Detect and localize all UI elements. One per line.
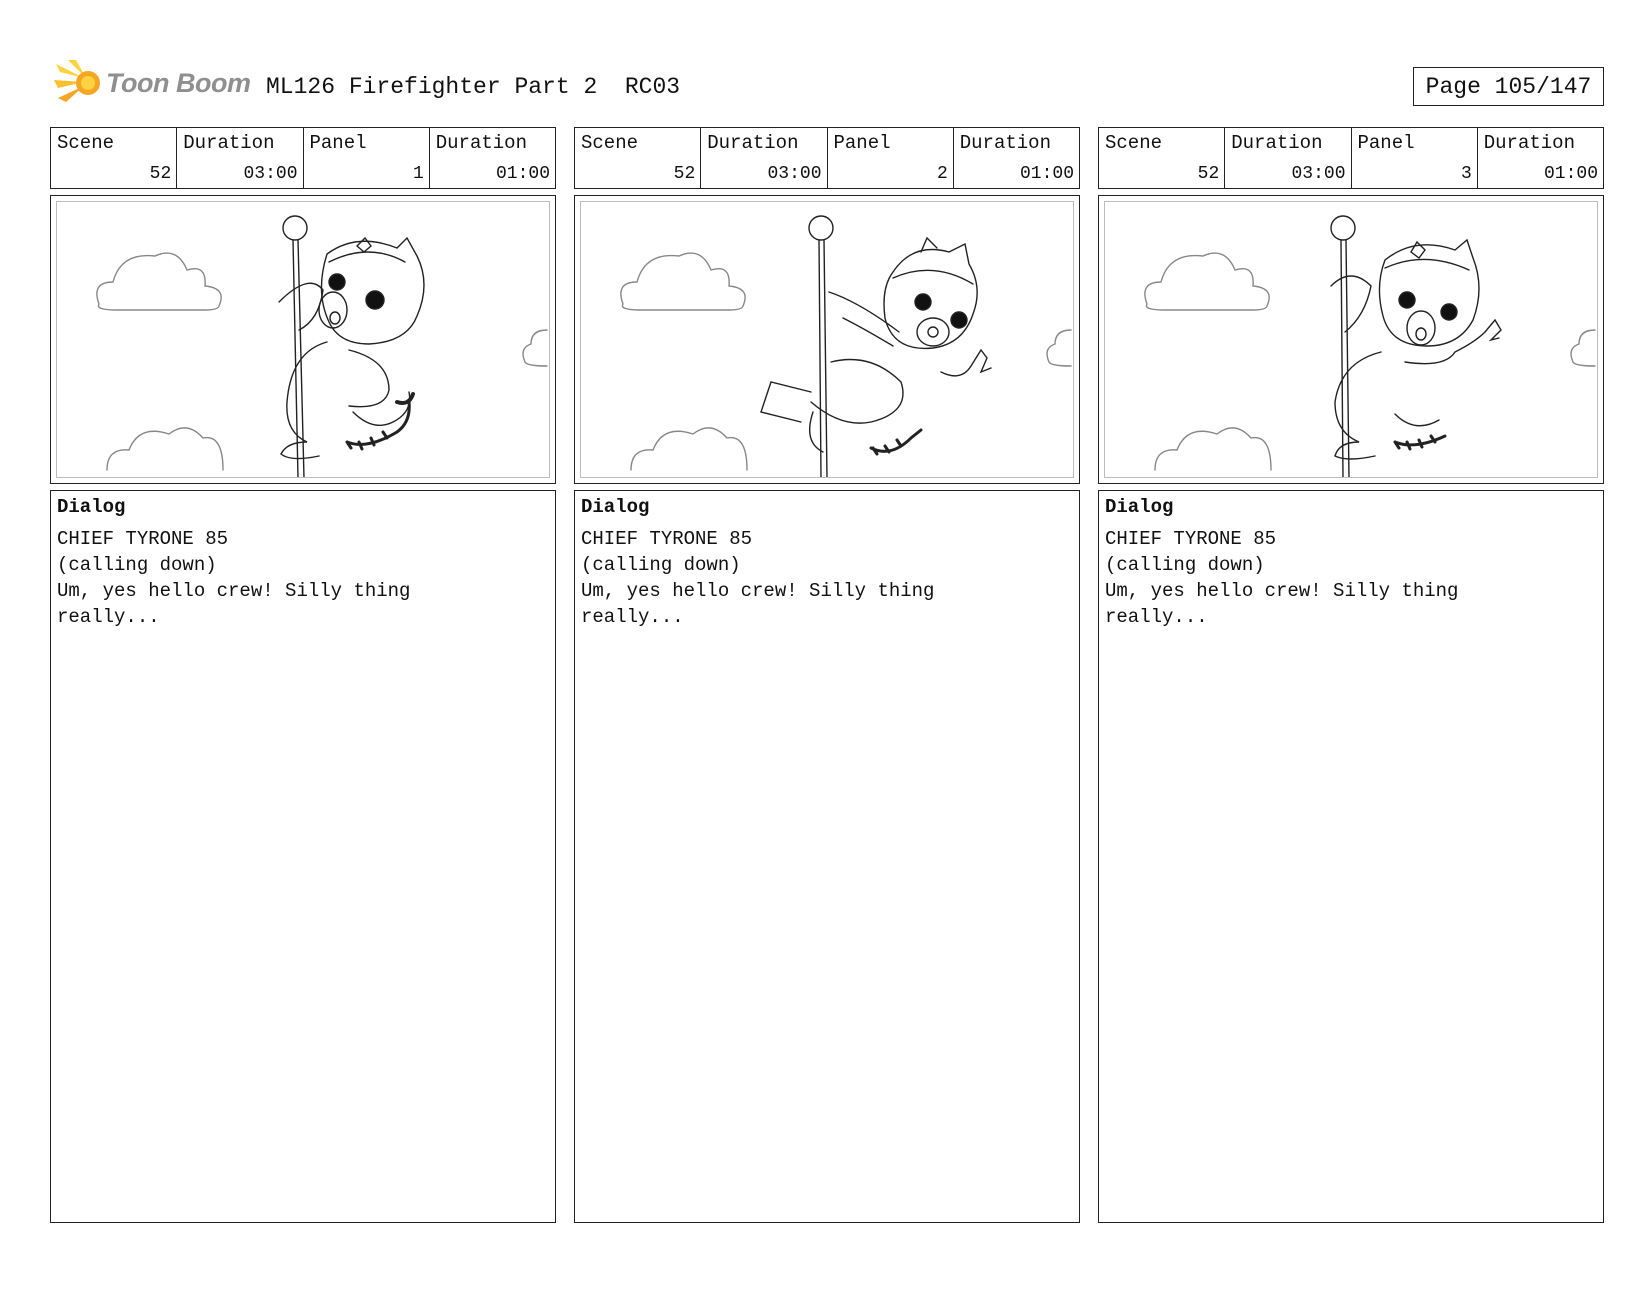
scene-cell [1099, 128, 1225, 188]
dialog-line: Um, yes hello crew! Silly thing [1105, 580, 1459, 602]
panel-duration-cell [430, 128, 555, 188]
scene-number: 52 [149, 164, 172, 184]
scene-label: Scene [57, 132, 115, 154]
scene-label: Scene [581, 132, 639, 154]
duration-label: Duration [1231, 132, 1323, 154]
dialog-line: Um, yes hello crew! Silly thing [581, 580, 935, 602]
logo-text: Toon Boom [106, 68, 251, 98]
panel-label: Panel [1357, 132, 1415, 154]
starburst-icon [54, 58, 106, 110]
tiger-pole-sketch [581, 202, 1074, 478]
header [0, 0, 1648, 120]
scene-cell [51, 128, 177, 188]
dialog-box [1098, 490, 1604, 1223]
duration-label: Duration [959, 132, 1051, 154]
scene-duration: 03:00 [1291, 164, 1346, 184]
dialog-character: CHIEF TYRONE 85 [1105, 528, 1277, 550]
scene-duration: 03:00 [767, 164, 822, 184]
scene-number: 52 [673, 164, 696, 184]
duration-label: Duration [1483, 132, 1575, 154]
dialog-box [574, 490, 1080, 1223]
panel-duration-cell [954, 128, 1079, 188]
panel-info-row [1098, 127, 1604, 189]
tiger-pole-sketch [1105, 202, 1598, 478]
panel-image-frame [50, 195, 556, 484]
panel-cell [1352, 128, 1478, 188]
dialog-parenthetical: (calling down) [1105, 554, 1265, 576]
panel-duration: 01:00 [495, 164, 550, 184]
panel-cell [828, 128, 954, 188]
panel-duration: 01:00 [1019, 164, 1074, 184]
panel-sketch [56, 201, 550, 478]
dialog-line: really... [581, 606, 684, 628]
page-number: Page 105/147 [1413, 67, 1604, 106]
dialog-label: Dialog [1105, 496, 1174, 518]
duration-label: Duration [435, 132, 527, 154]
duration-label: Duration [707, 132, 799, 154]
dialog-character: CHIEF TYRONE 85 [581, 528, 753, 550]
panel-number: 3 [1460, 164, 1472, 184]
panel-sketch [1104, 201, 1598, 478]
dialog-character: CHIEF TYRONE 85 [57, 528, 229, 550]
panel-image-frame [1098, 195, 1604, 484]
panel-label: Panel [309, 132, 367, 154]
scene-label: Scene [1105, 132, 1163, 154]
dialog-label: Dialog [581, 496, 650, 518]
scene-duration: 03:00 [243, 164, 298, 184]
panel-cell [304, 128, 430, 188]
scene-duration-cell [701, 128, 827, 188]
panel-label: Panel [833, 132, 891, 154]
dialog-label: Dialog [57, 496, 126, 518]
dialog-box [50, 490, 556, 1223]
duration-label: Duration [183, 132, 275, 154]
scene-duration-cell [177, 128, 303, 188]
dialog-parenthetical: (calling down) [581, 554, 741, 576]
toon-boom-logo [54, 58, 254, 114]
dialog-line: really... [57, 606, 160, 628]
panel-info-row [574, 127, 1080, 189]
dialog-line: really... [1105, 606, 1208, 628]
panel-number: 2 [936, 164, 948, 184]
scene-number: 52 [1197, 164, 1220, 184]
tiger-pole-sketch [57, 202, 550, 478]
panel-duration: 01:00 [1543, 164, 1598, 184]
panel-number: 1 [412, 164, 424, 184]
scene-duration-cell [1225, 128, 1351, 188]
scene-cell [575, 128, 701, 188]
panel-duration-cell [1478, 128, 1603, 188]
document-title: ML126 Firefighter Part 2 RC03 [266, 74, 681, 100]
panel-sketch [580, 201, 1074, 478]
panel-image-frame [574, 195, 1080, 484]
dialog-parenthetical: (calling down) [57, 554, 217, 576]
dialog-line: Um, yes hello crew! Silly thing [57, 580, 411, 602]
panel-info-row [50, 127, 556, 189]
